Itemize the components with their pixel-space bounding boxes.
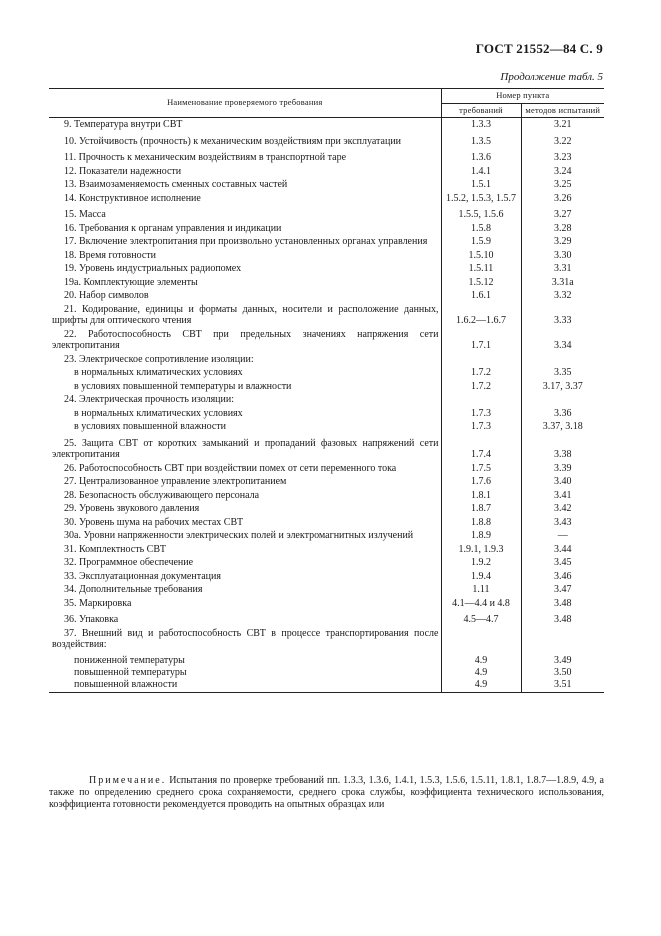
table-row [49, 543, 604, 557]
row-name: 27. Централизованное управление электропитанием [64, 476, 287, 487]
column-header-name: Наименование проверяемого требования [49, 89, 441, 118]
row-met: 3.48 [554, 614, 572, 625]
column-header-group: Номер пункта [441, 89, 604, 104]
row-req: 1.7.3 [441, 420, 521, 434]
row-met: 3.30 [554, 249, 572, 261]
row-met: 3.26 [554, 192, 572, 204]
row-met: 3.46 [554, 570, 572, 582]
row-met: 3.23 [554, 152, 572, 163]
row-name: 12. Показатели надежности [64, 165, 182, 177]
row-name: 19а. Комплектующие элементы [64, 276, 198, 288]
row-req [441, 353, 521, 367]
row-met: 3.47 [554, 584, 572, 595]
row-met [521, 353, 604, 367]
row-name: 33. Эксплуатационная документация [64, 570, 221, 582]
row-met: — [557, 530, 568, 541]
table-row [49, 192, 604, 206]
table-row [49, 462, 604, 476]
row-req: 1.5.10 [441, 249, 521, 263]
row-met: 3.44 [554, 543, 572, 555]
row-req: 1.7.1 [441, 328, 521, 353]
row-met: 3.42 [554, 503, 572, 514]
row-name: 31. Комплектность СВТ [64, 543, 166, 555]
table-row [49, 393, 604, 407]
table-row [49, 652, 604, 667]
row-req: 1.8.1 [441, 489, 521, 503]
requirements-table [49, 88, 604, 693]
row-name: в условиях повышенной температуры и влажности [74, 380, 292, 392]
row-name: 23. Электрическое сопротивление изоляции: [64, 353, 254, 365]
row-req: 1.9.2 [441, 556, 521, 570]
row-req: 1.9.1, 1.9.3 [441, 543, 521, 557]
row-name: повышенной температуры [74, 666, 187, 678]
row-met [521, 627, 604, 652]
row-name: 15. Масса [64, 209, 106, 220]
row-req: 1.5.5, 1.5.6 [441, 205, 521, 222]
row-name: в условиях повышенной влажности [74, 421, 226, 432]
row-req: 1.8.7 [441, 502, 521, 516]
table-row [49, 570, 604, 584]
table-row [49, 328, 604, 353]
row-met: 3.28 [554, 222, 572, 234]
table-row [49, 165, 604, 179]
row-req: 1.9.4 [441, 570, 521, 584]
row-name: 30. Уровень шума на рабочих местах СВТ [64, 516, 244, 528]
row-req: 1.5.8 [441, 222, 521, 236]
row-name: 20. Набор символов [64, 290, 149, 301]
row-req: 4.9 [441, 652, 521, 667]
row-req [441, 393, 521, 407]
table-row [49, 516, 604, 530]
row-name: 9. Температура внутри СВТ [64, 119, 183, 130]
table-row [49, 235, 604, 249]
table-row [49, 407, 604, 421]
table-row [49, 148, 604, 165]
row-met: 3.38 [554, 449, 572, 460]
row-name: 30а. Уровни напряженности электрических полей и электромагнитных излучений [64, 530, 414, 541]
row-req: 1.7.2 [441, 366, 521, 380]
table-row [49, 667, 604, 679]
table-row [49, 132, 604, 149]
row-name: 16. Требования к органам управления и индикации [64, 222, 282, 234]
row-met: 3.24 [554, 165, 572, 177]
row-met: 3.36 [554, 407, 572, 419]
table-row [49, 597, 604, 611]
table-row [49, 249, 604, 263]
table-row [49, 262, 604, 276]
row-req: 1.5.11 [441, 262, 521, 276]
row-req: 1.3.3 [441, 118, 521, 132]
row-name: повышенной влажности [74, 678, 178, 690]
row-name: 10. Устойчивость (прочность) к механическим воздействиям при эксплуатации [64, 135, 402, 147]
row-req: 1.7.5 [441, 462, 521, 476]
note-label: Примечание. [89, 775, 167, 786]
table-row [49, 475, 604, 489]
row-name: 24. Электрическая прочность изоляции: [64, 394, 234, 405]
row-req: 1.8.8 [441, 516, 521, 530]
row-req: 1.5.9 [441, 235, 521, 249]
row-met: 3.41 [554, 489, 572, 501]
table-continuation-label: Продолжение табл. 5 [500, 71, 603, 83]
table-row [49, 502, 604, 516]
table-row [49, 205, 604, 222]
row-met: 3.21 [554, 119, 572, 130]
table-row [49, 434, 604, 462]
row-met: 3.33 [554, 315, 572, 326]
row-met: 3.40 [554, 476, 572, 487]
row-name: 37. Внешний вид и работоспособность СВТ в процессе транспортирования после воздействия: [52, 627, 439, 650]
row-name: 32. Программное обеспечение [64, 557, 194, 568]
row-name: 22. Работоспособность СВТ при предельных значениях напряжения сети электропитания [52, 328, 439, 351]
table-row [49, 679, 604, 693]
row-name: 14. Конструктивное исполнение [64, 192, 201, 204]
row-req: 4.9 [441, 667, 521, 679]
row-met: 3.17, 3.37 [542, 380, 583, 392]
row-met: 3.34 [554, 340, 572, 351]
row-name: 13. Взаимозаменяемость сменных составных частей [64, 179, 288, 190]
column-header-methods: методов испытаний [521, 103, 604, 118]
row-name: 36. Упаковка [64, 614, 119, 625]
row-req: 4.9 [441, 679, 521, 693]
table-row [49, 276, 604, 290]
row-met [521, 393, 604, 407]
row-met: 3.35 [554, 367, 572, 378]
row-met: 3.45 [554, 557, 572, 568]
table-row [49, 529, 604, 543]
table-note [49, 775, 604, 811]
row-met: 3.51 [521, 679, 604, 693]
table-row [49, 583, 604, 597]
row-met: 3.32 [554, 290, 572, 301]
row-req: 4.1—4.4 и 4.8 [441, 597, 521, 611]
row-met: 3.48 [554, 597, 572, 609]
row-name: в нормальных климатических условиях [74, 407, 243, 419]
table-row [49, 303, 604, 328]
table-row [49, 380, 604, 394]
row-name: пониженной температуры [74, 654, 185, 666]
row-name: 18. Время готовности [64, 249, 156, 261]
row-name: 25. Защита СВТ от коротких замыканий и пропаданий фазовых напряжений сети электропитания [52, 437, 439, 460]
row-met: 3.50 [554, 666, 572, 678]
row-met: 3.49 [554, 654, 572, 666]
row-name: 29. Уровень звукового давления [64, 503, 200, 514]
table-row [49, 556, 604, 570]
row-name: 21. Кодирование, единицы и форматы данных, носители и расположение данных, шрифты для оптического чтения [52, 303, 439, 326]
table-row [49, 353, 604, 367]
row-met: 3.31 [554, 263, 572, 274]
table-row [49, 222, 604, 236]
row-name: 34. Дополнительные требования [64, 584, 203, 595]
row-req: 1.7.3 [441, 407, 521, 421]
row-name: 35. Маркировка [64, 597, 132, 609]
row-met: 3.27 [554, 209, 572, 220]
row-name: в нормальных климатических условиях [74, 367, 243, 378]
column-header-requirements: требований [441, 103, 521, 118]
row-req: 1.7.2 [441, 380, 521, 394]
row-name: 11. Прочность к механическим воздействиям в транспортной таре [64, 152, 347, 163]
row-req: 1.5.2, 1.5.3, 1.5.7 [441, 192, 521, 206]
note-text: Испытания по проверке требований пп. 1.3.3, 1.3.6, 1.4.1, 1.5.3, 1.5.6, 1.5.11, 1.8.1, 1.8.7—1.8.9, 4.9, а также по определению среднего срока сохраняемости, среднего срока службы, коэффициента технического использования, коэффициента готовности рекомендуется проводить на опытных образцах или [49, 775, 604, 810]
table-row [49, 489, 604, 503]
row-req: 1.7.4 [441, 434, 521, 462]
row-met: 3.29 [554, 236, 572, 247]
page-header: ГОСТ 21552—84 С. 9 [475, 41, 603, 56]
row-met: 3.43 [554, 516, 572, 528]
row-req: 4.5—4.7 [441, 610, 521, 627]
row-req: 1.6.1 [441, 289, 521, 303]
row-req: 1.6.2—1.6.7 [441, 303, 521, 328]
row-name: 28. Безопасность обслуживающего персонала [64, 489, 260, 501]
row-met: 3.39 [554, 462, 572, 474]
table-row [49, 420, 604, 434]
row-met: 3.37, 3.18 [542, 421, 583, 432]
table-row [49, 289, 604, 303]
row-name: 19. Уровень индустриальных радиопомех [64, 263, 242, 274]
row-req: 1.8.9 [441, 529, 521, 543]
table-row [49, 366, 604, 380]
row-req: 1.3.6 [441, 148, 521, 165]
row-name: 17. Включение электропитания при произвольно установленных органах управления [64, 236, 428, 247]
table-row [49, 118, 604, 132]
table-row [49, 178, 604, 192]
row-met: 3.25 [554, 179, 572, 190]
row-req: 1.11 [441, 583, 521, 597]
row-met: 3.31а [551, 276, 574, 288]
row-req: 1.5.12 [441, 276, 521, 290]
table-row [49, 610, 604, 627]
row-req [441, 627, 521, 652]
row-req: 1.5.1 [441, 178, 521, 192]
row-req: 1.4.1 [441, 165, 521, 179]
row-met: 3.22 [554, 135, 572, 147]
table-row [49, 627, 604, 652]
row-req: 1.3.5 [441, 132, 521, 149]
row-name: 26. Работоспособность СВТ при воздействии помех от сети переменного тока [64, 462, 397, 474]
row-req: 1.7.6 [441, 475, 521, 489]
